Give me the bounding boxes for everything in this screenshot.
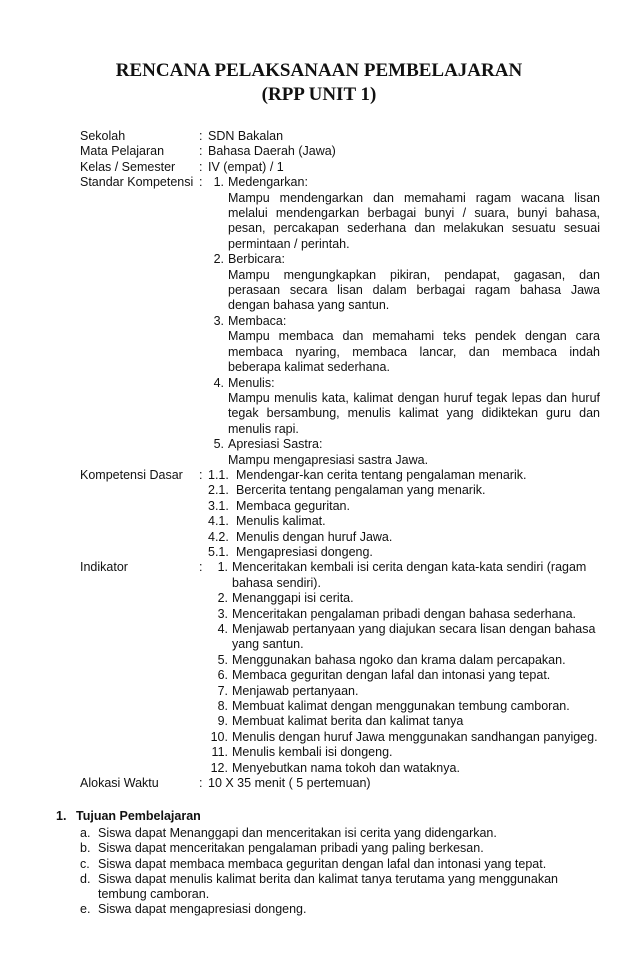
section-heading bbox=[56, 809, 600, 824]
list-number: 11. bbox=[211, 745, 228, 760]
colon: : bbox=[199, 175, 203, 190]
meta-value: Bahasa Daerah (Jawa) bbox=[208, 144, 336, 159]
tujuan-text: Siswa dapat menulis kalimat berita dan kalimat tanya terutama yang menggunakan tembung camboran. bbox=[98, 871, 558, 902]
tujuan-item bbox=[80, 902, 600, 917]
indikator-text: Menyebutkan nama tokoh dan wataknya. bbox=[232, 760, 460, 775]
kd-text: Membaca geguritan. bbox=[236, 498, 350, 513]
list-letter: b. bbox=[80, 841, 91, 856]
meta-label: Sekolah bbox=[80, 129, 126, 143]
sk-desc: Mampu mengungkapkan pikiran, pendapat, gagasan, dan perasaan secara lisan dalam berbagai ragam bahasa Jawa dengan bahasa yang santun. bbox=[228, 267, 600, 313]
list-number: 4. bbox=[213, 375, 224, 390]
indikator-item bbox=[208, 622, 600, 653]
tujuan-text: Siswa dapat Menanggapi dan menceritakan isi cerita yang didengarkan. bbox=[98, 826, 497, 841]
meta-label: Kompetensi Dasar bbox=[80, 467, 183, 482]
tujuan-text: Siswa dapat membaca membaca geguritan dengan lafal dan intonasi yang tepat. bbox=[98, 856, 547, 871]
list-number: 8. bbox=[217, 699, 228, 714]
sk-desc: Mampu mengapresiasi sastra Jawa. bbox=[228, 452, 429, 467]
document-subtitle: (RPP UNIT 1) bbox=[261, 84, 377, 105]
list-number: 5. bbox=[217, 652, 228, 667]
kd-item bbox=[208, 530, 600, 545]
indikator-text: Membaca geguritan dengan lafal dan intonasi yang tepat. bbox=[232, 668, 551, 683]
section-title: Tujuan Pembelajaran bbox=[76, 809, 201, 823]
list-number: 10. bbox=[210, 729, 228, 744]
kd-item bbox=[208, 545, 600, 560]
colon: : bbox=[199, 144, 203, 159]
meta-row-alokasi-waktu bbox=[80, 776, 600, 791]
indikator-text: Menjawab pertanyaan. bbox=[232, 683, 359, 698]
kd-text: Menulis kalimat. bbox=[236, 514, 326, 529]
colon: : bbox=[199, 159, 203, 174]
list-number: 3. bbox=[213, 313, 224, 328]
meta-row-kelas bbox=[80, 160, 600, 175]
meta-row-sekolah bbox=[80, 129, 600, 144]
kd-text: Bercerita tentang pengalaman yang menarik. bbox=[236, 483, 486, 498]
list-number: 3. bbox=[217, 606, 228, 621]
indikator-text: Menceritakan pengalaman pribadi dengan bahasa sederhana. bbox=[232, 606, 577, 621]
indikator-item bbox=[208, 761, 600, 776]
indikator-text: Membuat kalimat dengan menggunakan tembung camboran. bbox=[232, 699, 570, 714]
sk-desc: Mampu membaca dan memahami teks pendek dengan cara membaca nyaring, membaca lancar, dan membaca indah beberapa kalimat sederhana. bbox=[228, 329, 600, 375]
meta-value bbox=[208, 468, 600, 560]
kd-list bbox=[208, 468, 600, 560]
sk-title: Berbicara: bbox=[228, 252, 285, 267]
section-number: 1. bbox=[56, 809, 67, 823]
list-number: 5. bbox=[213, 437, 224, 452]
list-number: 3.1. bbox=[208, 498, 229, 513]
meta-value bbox=[208, 560, 600, 776]
list-number: 1. bbox=[213, 175, 224, 190]
indikator-text: Membuat kalimat berita dan kalimat tanya bbox=[232, 714, 464, 729]
list-number: 2. bbox=[217, 591, 228, 606]
meta-label: Kelas / Semester bbox=[80, 159, 176, 174]
meta-label: Indikator bbox=[80, 560, 128, 575]
indikator-list bbox=[208, 560, 600, 776]
list-number: 4.2. bbox=[208, 529, 229, 544]
tujuan-item bbox=[80, 857, 600, 872]
meta-value: SDN Bakalan bbox=[208, 129, 284, 143]
sk-item bbox=[208, 437, 600, 468]
meta-value: 10 X 35 menit ( 5 pertemuan) bbox=[208, 776, 371, 791]
list-number: 2.1. bbox=[208, 483, 229, 498]
indikator-text: Menulis dengan huruf Jawa menggunakan sandhangan panyigeg. bbox=[232, 729, 598, 744]
sk-title: Membaca: bbox=[228, 313, 287, 328]
list-letter: c. bbox=[80, 856, 90, 871]
list-letter: a. bbox=[80, 826, 91, 841]
sk-item bbox=[208, 314, 600, 376]
kd-item bbox=[208, 514, 600, 529]
indikator-item bbox=[208, 607, 600, 622]
indikator-text: Menanggapi isi cerita. bbox=[232, 591, 354, 606]
list-number: 9. bbox=[217, 714, 228, 729]
meta-value bbox=[208, 175, 600, 468]
list-number: 6. bbox=[217, 668, 228, 683]
list-number: 5.1. bbox=[208, 544, 229, 559]
meta-label: Mata Pelajaran bbox=[80, 144, 165, 159]
indikator-text: Menjawab pertanyaan yang diajukan secara lisan dengan bahasa yang santun. bbox=[232, 622, 596, 652]
kd-item bbox=[208, 468, 600, 483]
list-number: 4.1. bbox=[208, 514, 229, 529]
meta-row-kompetensi-dasar bbox=[80, 468, 600, 560]
sk-item bbox=[208, 252, 600, 314]
sk-desc: Mampu mendengarkan dan memahami ragam wacana lisan melalui mendengarkan berbagai bunyi / suara, bunyi bahasa, pesan, percakapan sederhana dan melakukan sesuatu sesuai permintaan / perintah. bbox=[228, 190, 600, 251]
tujuan-text: Siswa dapat mengapresiasi dongeng. bbox=[98, 902, 307, 917]
meta-table bbox=[80, 129, 600, 791]
colon: : bbox=[199, 129, 203, 143]
indikator-text: Menggunakan bahasa ngoko dan krama dalam percapakan. bbox=[232, 652, 566, 667]
tujuan-item bbox=[80, 841, 600, 856]
indikator-item bbox=[208, 591, 600, 606]
sk-desc: Mampu menulis kata, kalimat dengan huruf tegak lepas dan huruf tegak bersambung, menulis kalimat yang didiktekan guru dan menulis rapi. bbox=[228, 390, 600, 436]
kd-text: Menulis dengan huruf Jawa. bbox=[236, 529, 393, 544]
kd-text: Mendengar-kan cerita tentang pengalaman menarik. bbox=[236, 467, 527, 482]
sk-title: Menulis: bbox=[228, 375, 275, 390]
document-title: RENCANA PELAKSANAAN PEMBELAJARAN bbox=[115, 60, 523, 81]
list-letter: e. bbox=[80, 902, 91, 917]
kd-text: Mengapresiasi dongeng. bbox=[236, 544, 373, 559]
tujuan-list bbox=[80, 826, 600, 917]
sk-item bbox=[208, 175, 600, 252]
list-number: 1. bbox=[217, 560, 228, 575]
indikator-item bbox=[208, 730, 600, 745]
meta-row-indikator bbox=[80, 560, 600, 776]
sk-title: Medengarkan: bbox=[228, 175, 308, 190]
colon: : bbox=[199, 467, 203, 482]
kd-item bbox=[208, 499, 600, 514]
list-letter: d. bbox=[80, 871, 91, 886]
sk-title: Apresiasi Sastra: bbox=[228, 437, 323, 452]
sk-item bbox=[208, 376, 600, 438]
sk-list bbox=[208, 175, 600, 468]
list-number: 2. bbox=[213, 252, 224, 267]
indikator-text: Menceritakan kembali isi cerita dengan kata-kata sendiri (ragam bahasa sendiri). bbox=[232, 560, 587, 590]
indikator-text: Menulis kembali isi dongeng. bbox=[232, 745, 393, 760]
list-number: 12. bbox=[210, 760, 228, 775]
indikator-item bbox=[208, 684, 600, 699]
list-number: 1.1. bbox=[208, 467, 229, 482]
colon: : bbox=[199, 560, 203, 575]
list-number: 4. bbox=[217, 622, 228, 636]
colon: : bbox=[199, 776, 203, 791]
indikator-item bbox=[208, 714, 600, 729]
meta-row-standar-kompetensi bbox=[80, 175, 600, 468]
tujuan-item bbox=[80, 872, 600, 902]
meta-label: Alokasi Waktu bbox=[80, 776, 159, 791]
indikator-item bbox=[208, 560, 600, 591]
indikator-item bbox=[208, 653, 600, 668]
indikator-item bbox=[208, 668, 600, 683]
meta-value: IV (empat) / 1 bbox=[208, 159, 284, 174]
meta-row-mapel bbox=[80, 144, 600, 159]
kd-item bbox=[208, 483, 600, 498]
indikator-item bbox=[208, 745, 600, 760]
meta-label: Standar Kompetensi bbox=[80, 175, 194, 190]
indikator-item bbox=[208, 699, 600, 714]
list-number: 7. bbox=[217, 683, 228, 698]
tujuan-item bbox=[80, 826, 600, 841]
tujuan-text: Siswa dapat menceritakan pengalaman pribadi yang paling berkesan. bbox=[98, 841, 484, 856]
tujuan-section bbox=[56, 809, 600, 917]
